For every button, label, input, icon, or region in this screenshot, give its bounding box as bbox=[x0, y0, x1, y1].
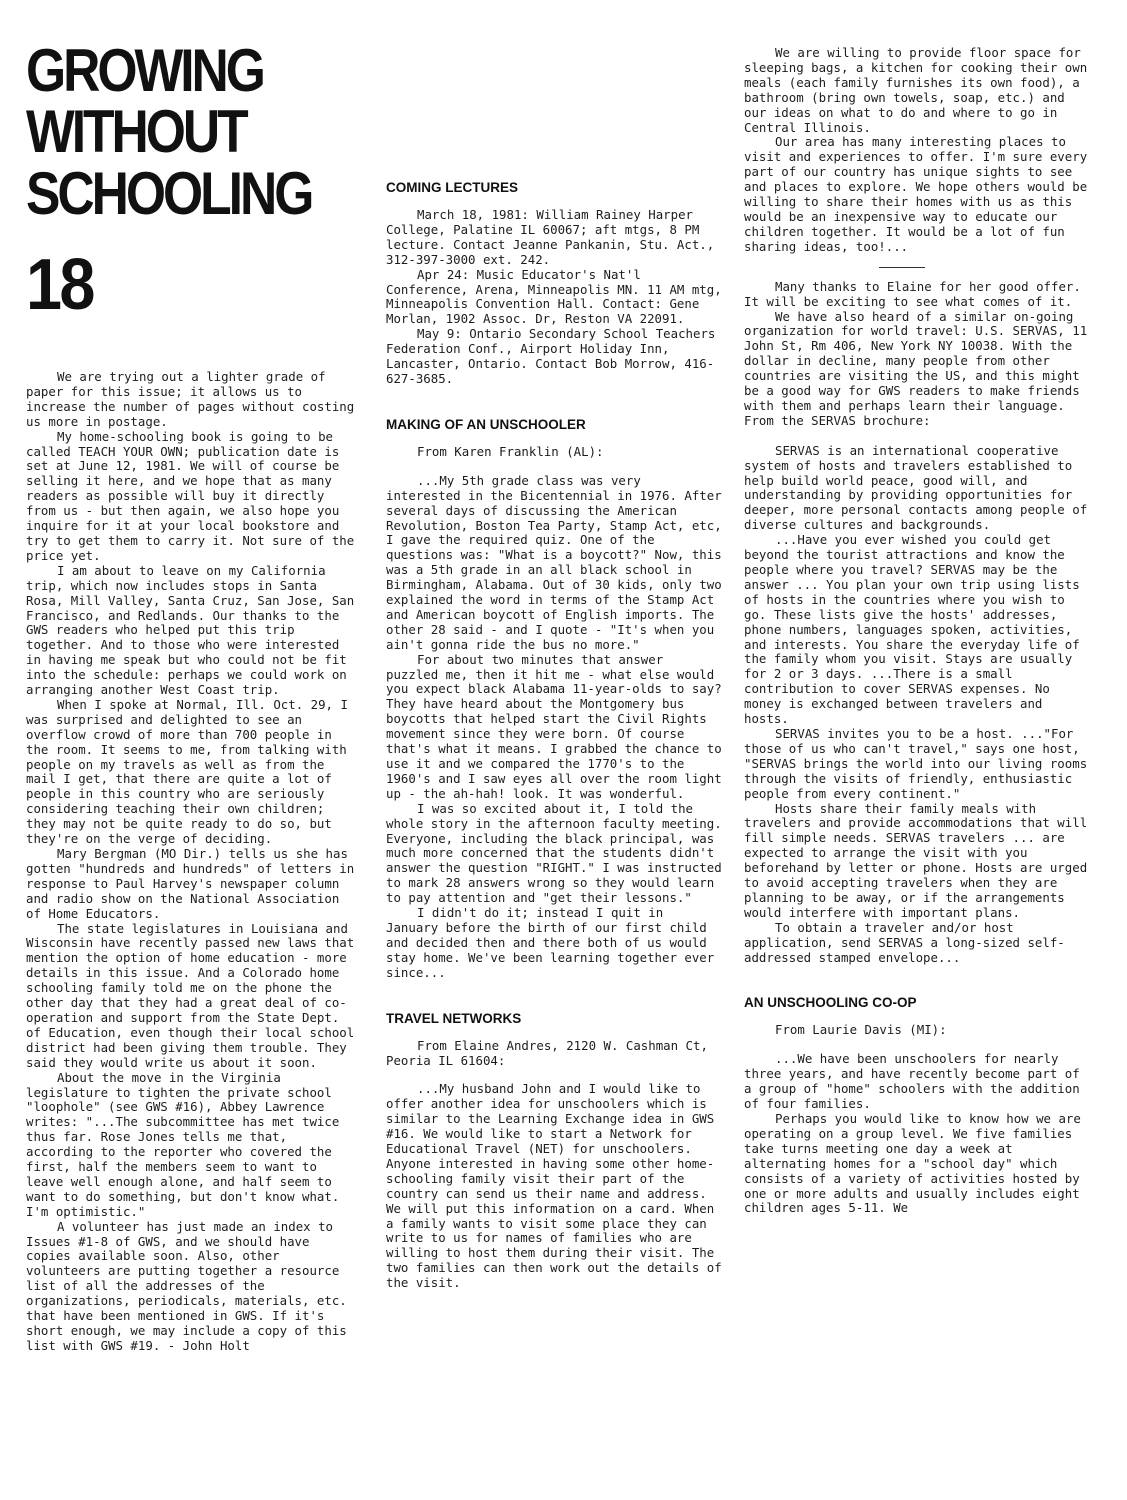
paragraph: I didn't do it; instead I quit in January before the birth of our first child and decided then and there both of us would stay home. We've been learning together ever since... bbox=[386, 905, 715, 980]
issue-number: 18 bbox=[26, 245, 93, 325]
section-unschooler bbox=[386, 417, 722, 981]
paragraph: ...My husband John and I would like to offer another idea for unschoolers which is similar to the Learning Exchange idea in GWS #16. We would like to start a Network for Educational Travel (NET) for unschoolers. Anyone interested in having some other home-schooling family visit their part of the country can send us their name and address. We will put this information on a card. When a family wants to visit some place they can write to us for names of families who are willing to host them during their visit. The two families can then work out the details of the visit. bbox=[386, 1081, 722, 1291]
paragraph: Many thanks to Elaine for her good offer. It will be exciting to see what comes of it. bbox=[744, 278, 1081, 309]
section-heading: AN UNSCHOOLING CO-OP bbox=[744, 995, 917, 1011]
paragraph: SERVAS invites you to be a host. ..."For those of us who can't travel," says one host, "SERVAS brings the world into our living rooms through the visits of friendly, enthusiastic people from every continent." bbox=[744, 725, 1088, 801]
section-heading: TRAVEL NETWORKS bbox=[386, 1010, 522, 1026]
masthead-line-3: SCHOOLING bbox=[26, 160, 312, 227]
section-coop bbox=[744, 995, 1090, 1216]
paragraph: A volunteer has just made an index to Issues #1-8 of GWS, and we should have copies available soon. Also, other volunteers are putting together a resource list of all the addresses of the organizations, periodicals, materials, etc. that have been mentioned in GWS. If it's short enough, we may include a copy of this list with GWS #19. - John Holt bbox=[26, 1218, 347, 1353]
column-1 bbox=[26, 0, 356, 1354]
section-heading: MAKING OF AN UNSCHOOLER bbox=[386, 416, 586, 432]
paragraph: ...My 5th grade class was very interested in the Bicentennial in 1976. After several days of discussing the American Revolution, Boston Tea Party, Stamp Act, etc, I gave the required quiz. One of the questions was: "What is a boycott?" Now, this was a 5th grade in an all black school in Birmingham, Alabama. Out of 30 kids, only two explained the word in terms of the Stamp Act and American boycott of English imports. The other 28 said - and I quote - "It's when you ain't gonna ride the bus no more." bbox=[386, 472, 722, 652]
masthead-line-1: GROWING bbox=[26, 37, 263, 104]
paragraph: When I spoke at Normal, Ill. Oct. 29, I was surprised and delighted to see an overflow crowd of more than 700 people in the room. It seems to me, from talking with people on my travels as well as from the mail I get, that there are quite a lot of people in this country who are seriously considering teaching their own children; they may not be quite ready to do so, but they're on the verge of deciding. bbox=[26, 696, 348, 847]
paragraph: For about two minutes that answer puzzled me, then it hit me - what else would you expect black Alabama 11-year-olds to say? They have heard about the Montgomery bus boycotts that helped start the Civil Rights movement since they were born. Of course that's what it means. I grabbed the chance to use it and we compared the 1770's to the 1960's and I saw eyes all over the room light up - the ah-hah! look. It was wonderful. bbox=[386, 651, 722, 801]
divider bbox=[879, 267, 925, 268]
section-heading: COMING LECTURES bbox=[386, 180, 519, 195]
paragraph: We have also heard of a similar on-going organization for world travel: U.S. SERVAS, 11 John St, Rm 406, New York NY 10038. With the dollar in decline, many people from other countries are visiting the US, and this might be a good way for GWS readers to make friends with them and perhaps learn their language. From the SERVAS brochure: bbox=[744, 308, 1088, 428]
paragraph: ...We have been unschoolers for nearly three years, and have recently become part of a group of "home" schoolers with the addition of four families. bbox=[744, 1051, 1080, 1112]
byline: From Laurie Davis (MI): bbox=[775, 1022, 947, 1038]
paragraph: Apr 24: Music Educator's Nat'l Conference, Arena, Minneapolis MN. 11 AM mtg, Minneapolis Convention Hall. Contact: Gene Morlan, 1902 Assoc. Dr, Reston VA 22091. bbox=[386, 266, 722, 327]
paragraph: I am about to leave on my California trip, which now includes stops in Santa Rosa, Mill Valley, Santa Cruz, San Jose, San Francisco, and Redlands. Our thanks to the GWS readers who helped put this trip together. And to those who were interested in having me speak but who could not be fit into the schedule: perhaps we could work on arranging another West Coast trip. bbox=[26, 562, 355, 698]
paragraph: Mary Bergman (MO Dir.) tells us she has gotten "hundreds and hundreds" of letters in response to Paul Harvey's newspaper column and radio show on the National Association of Home Educators. bbox=[26, 846, 355, 921]
paragraph: May 9: Ontario Secondary School Teachers Federation Conf., Airport Holiday Inn, Lancaster, Ontario. Contact Bob Morrow, 416-627-3685. bbox=[386, 326, 716, 386]
column-3 bbox=[744, 0, 1090, 1216]
paragraph: Hosts share their family meals with travelers and provide accommodations that will fill simple needs. SERVAS travelers ... are expected to arrange the visit with you beforehand by letter or phone. Hosts are urged to avoid accepting travelers when they are planning to be away, or if the arrangements would interfere with important plans. bbox=[744, 800, 1088, 920]
intro-text bbox=[26, 370, 356, 1354]
paragraph: March 18, 1981: William Rainey Harper College, Palatine IL 60067; aft mtgs, 8 PM lecture. Contact Jeanne Pankanin, Stu. Act., 312-397-3000 ext. 242. bbox=[386, 207, 715, 267]
paragraph: My home-schooling book is going to be called TEACH YOUR OWN; publication date is set at June 12, 1981. We will of course be selling it here, and we hope that as many readers as possible will buy it directly from us - but then again, we also hope you inquire for it at your local bookstore and try to get them to carry it. Not sure of the price yet. bbox=[26, 428, 355, 563]
paragraph: We are willing to provide floor space for sleeping bags, a kitchen for cooking their own meals (each family furnishes its own food), a bathroom (bring own towels, soap, etc.) and our ideas on what to do and where to go in Central Illinois. bbox=[744, 45, 1088, 135]
paragraph: Perhaps you would like to know how we are operating on a group level. We five families take turns meeting one day a week at alternating homes for a "school day" which consists of a variety of activities hosted by one or more adults and usually includes eight children ages 5-11. We bbox=[744, 1111, 1081, 1216]
paragraph: About the move in the Virginia legislature to tighten the private school "loophole" (see GWS #16), Abbey Lawrence writes: "...The subcommittee has met twice thus far. Rose Jones tells me that, according to the reporter who covered the first, half the members seem to want to leave well enough alone, and half seem to want to do something, but don't know what. I'm optimistic." bbox=[26, 1069, 340, 1219]
paragraph: ...Have you ever wished you could get beyond the tourist attractions and know the people where you travel? SERVAS may be the answer ... You plan your own trip using lists of hosts in the countries where you wish to go. These lists give the hosts' addresses, phone numbers, languages spoken, activities, and interests. You share the everyday life of the family whom you visit. Stays are usually for 2 or 3 days. ...There is a small contribution to cover SERVAS expenses. No money is exchanged between travelers and hosts. bbox=[744, 532, 1080, 727]
byline: From Elaine Andres, 2120 W. Cashman Ct, Peoria IL 61604: bbox=[386, 1037, 708, 1068]
travel-continued bbox=[744, 46, 1090, 429]
section-lectures bbox=[386, 180, 722, 387]
section-travel bbox=[386, 1011, 722, 1292]
column-2 bbox=[386, 0, 722, 1291]
masthead bbox=[26, 37, 356, 227]
paragraph: To obtain a traveler and/or host application, send SERVAS a long-sized self-addressed stamped envelope... bbox=[744, 919, 1065, 965]
paragraph: I was so excited about it, I told the whole story in the afternoon faculty meeting. Everyone, including the black principal, was much more concerned that the students didn't answer the question "RIGHT." I was instructed to mark 28 answers wrong so they would learn to pay attention and "get their lessons." bbox=[386, 800, 722, 906]
byline: From Karen Franklin (AL): bbox=[417, 443, 604, 459]
paragraph: The state legislatures in Louisiana and Wisconsin have recently passed new laws that mention the option of home education - more details in this issue. And a Colorado home schooling family told me on the phone the other day that they had a great deal of co-operation and support from the State Dept. of Education, even though their local school district had been giving them trouble. They said they would write us about it soon. bbox=[26, 920, 355, 1070]
servas-quote bbox=[744, 444, 1090, 966]
masthead-line-2: WITHOUT bbox=[26, 98, 246, 165]
paragraph: SERVAS is an international cooperative system of hosts and travelers established to help build world peace, good will, and understanding by providing opportunities for deeper, more personal contacts among people of diverse cultures and backgrounds. bbox=[744, 442, 1088, 533]
paragraph: We are trying out a lighter grade of paper for this issue; it allows us to increase the number of pages without costing us more in postage. bbox=[26, 369, 355, 429]
paragraph: Our area has many interesting places to visit and experiences to offer. I'm sure every part of our country has unique sights to see and places to explore. We hope others would be willing to share their homes with us as this would be an inexpensive way to educate our children together. It would be a lot of fun sharing ideas, too!... bbox=[744, 134, 1088, 254]
